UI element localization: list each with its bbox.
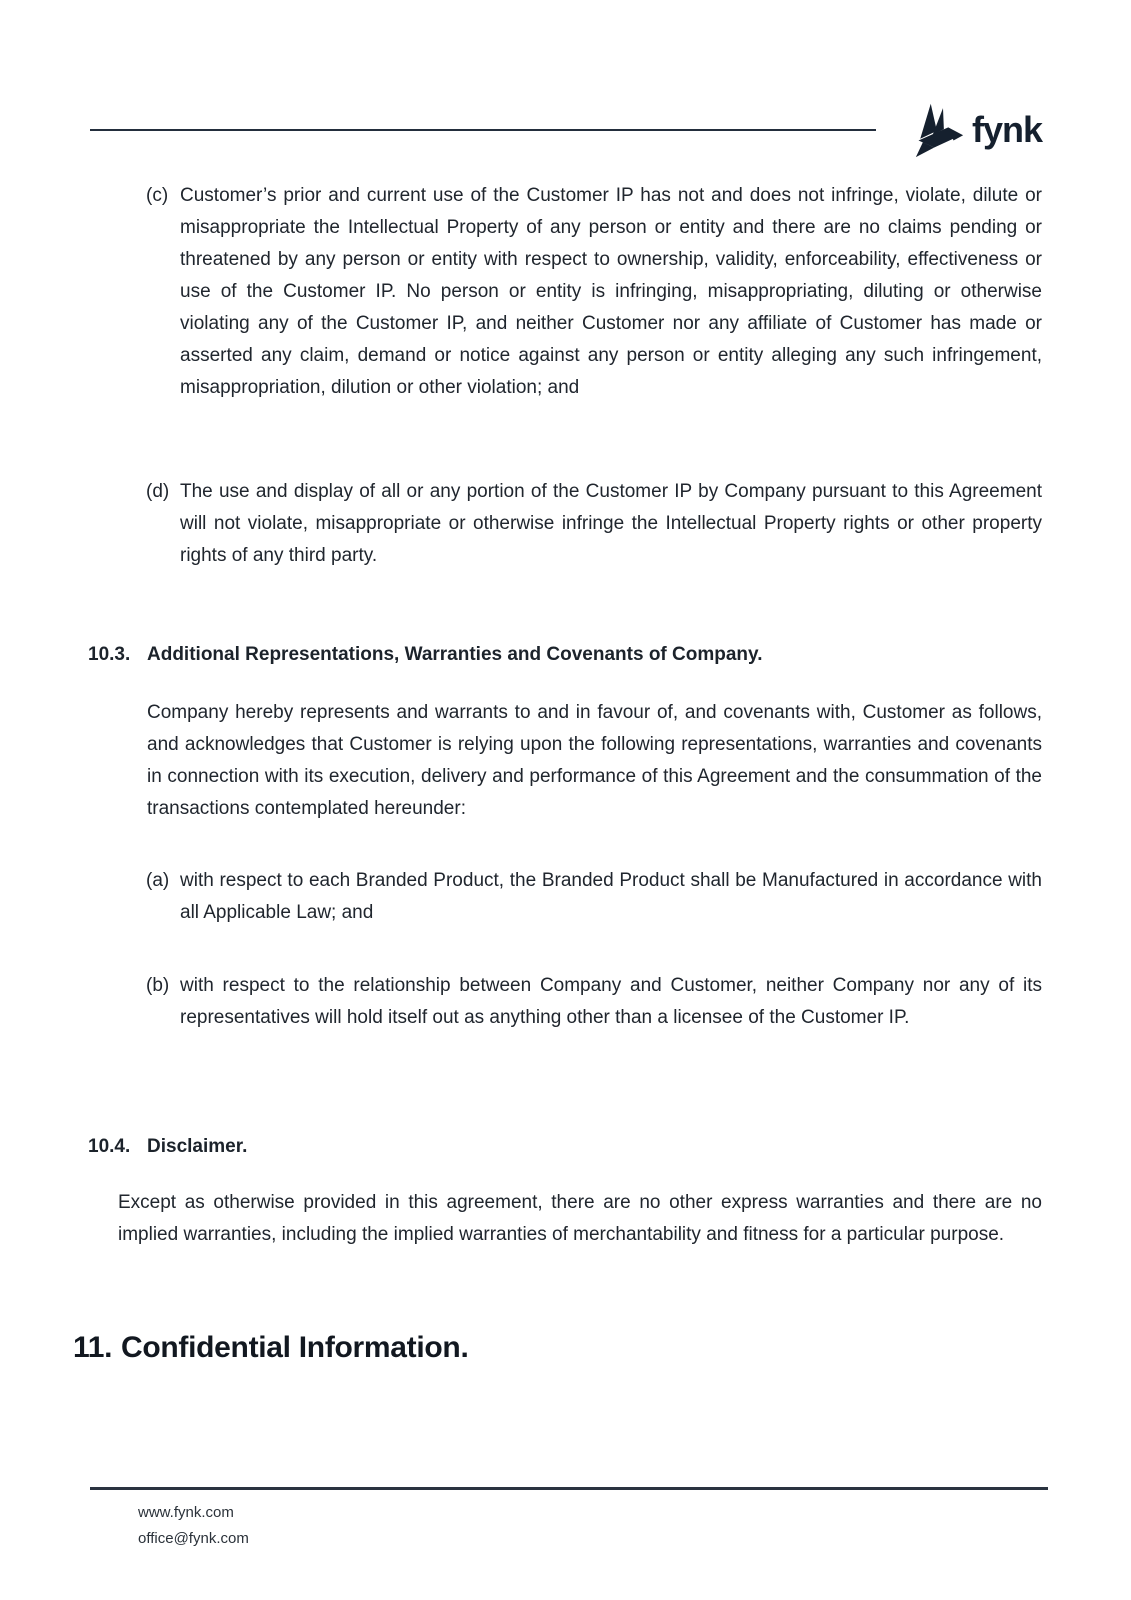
footer-email: office@fynk.com — [138, 1530, 249, 1547]
list-item-c — [146, 180, 1042, 404]
section-number: 10.4. — [88, 1136, 131, 1157]
section-title: Confidential Information. — [121, 1331, 469, 1364]
footer-divider — [90, 1487, 1048, 1490]
section-heading-11 — [73, 1330, 1042, 1366]
section-heading-10-3 — [88, 642, 1042, 668]
list-item-text: Customer’s prior and current use of the Customer IP has not and does not infringe, violate, dilute or misappropriate the Intellectual Property of any person or entity and there are no claims pending or threatened by any person or entity with respect to ownership, validity, enforceability, effectiveness or use of the Customer IP. No person or entity is infringing, misappropriating, diluting or otherwise violating any of the Customer IP, and neither Customer nor any affiliate of Customer has made or asserted any claim, demand or notice against any person or entity alleging any such infringement, misappropriation, dilution or other violation; and — [180, 185, 1042, 398]
header-divider — [90, 129, 876, 131]
page-footer — [138, 1500, 249, 1552]
fynk-logo — [908, 102, 1042, 158]
list-item-a — [146, 865, 1042, 929]
footer-website: www.fynk.com — [138, 1504, 234, 1521]
list-item-text: with respect to the relationship between Company and Customer, neither Company nor any of its representatives will hold itself out as anything other than a licensee of the Customer IP. — [180, 975, 1042, 1028]
list-marker: (b) — [146, 975, 170, 996]
section-number: 11. — [73, 1331, 113, 1364]
list-item-d — [146, 476, 1042, 572]
list-item-text: with respect to each Branded Product, the Branded Product shall be Manufactured in accordance with all Applicable Law; and — [180, 870, 1042, 923]
list-marker: (d) — [146, 481, 170, 502]
list-marker: (a) — [146, 870, 170, 891]
section-title: Disclaimer. — [147, 1136, 248, 1157]
section-number: 10.3. — [88, 644, 131, 665]
origami-crane-icon — [908, 102, 964, 158]
list-marker: (c) — [146, 185, 169, 206]
page-header — [90, 100, 1042, 160]
section-10-4-body: Except as otherwise provided in this agreement, there are no other express warranties and there are no implied warranties, including the implied warranties of merchantability and fitness for a particular purpose. — [118, 1192, 1042, 1245]
section-10-3-intro: Company hereby represents and warrants to and in favour of, and covenants with, Customer as follows, and acknowledges that Customer is relying upon the following representations, warranties and covenants in connection with its execution, delivery and performance of this Agreement and the consummation of the transactions contemplated hereunder: — [147, 702, 1042, 819]
fynk-wordmark: fynk — [971, 109, 1042, 150]
section-title: Additional Representations, Warranties and Covenants of Company. — [147, 644, 763, 665]
section-heading-10-4 — [88, 1134, 1042, 1160]
list-item-text: The use and display of all or any portion of the Customer IP by Company pursuant to this Agreement will not violate, misappropriate or otherwise infringe the Intellectual Property rights or other property rights of any third party. — [180, 481, 1042, 566]
list-item-b — [146, 970, 1042, 1034]
